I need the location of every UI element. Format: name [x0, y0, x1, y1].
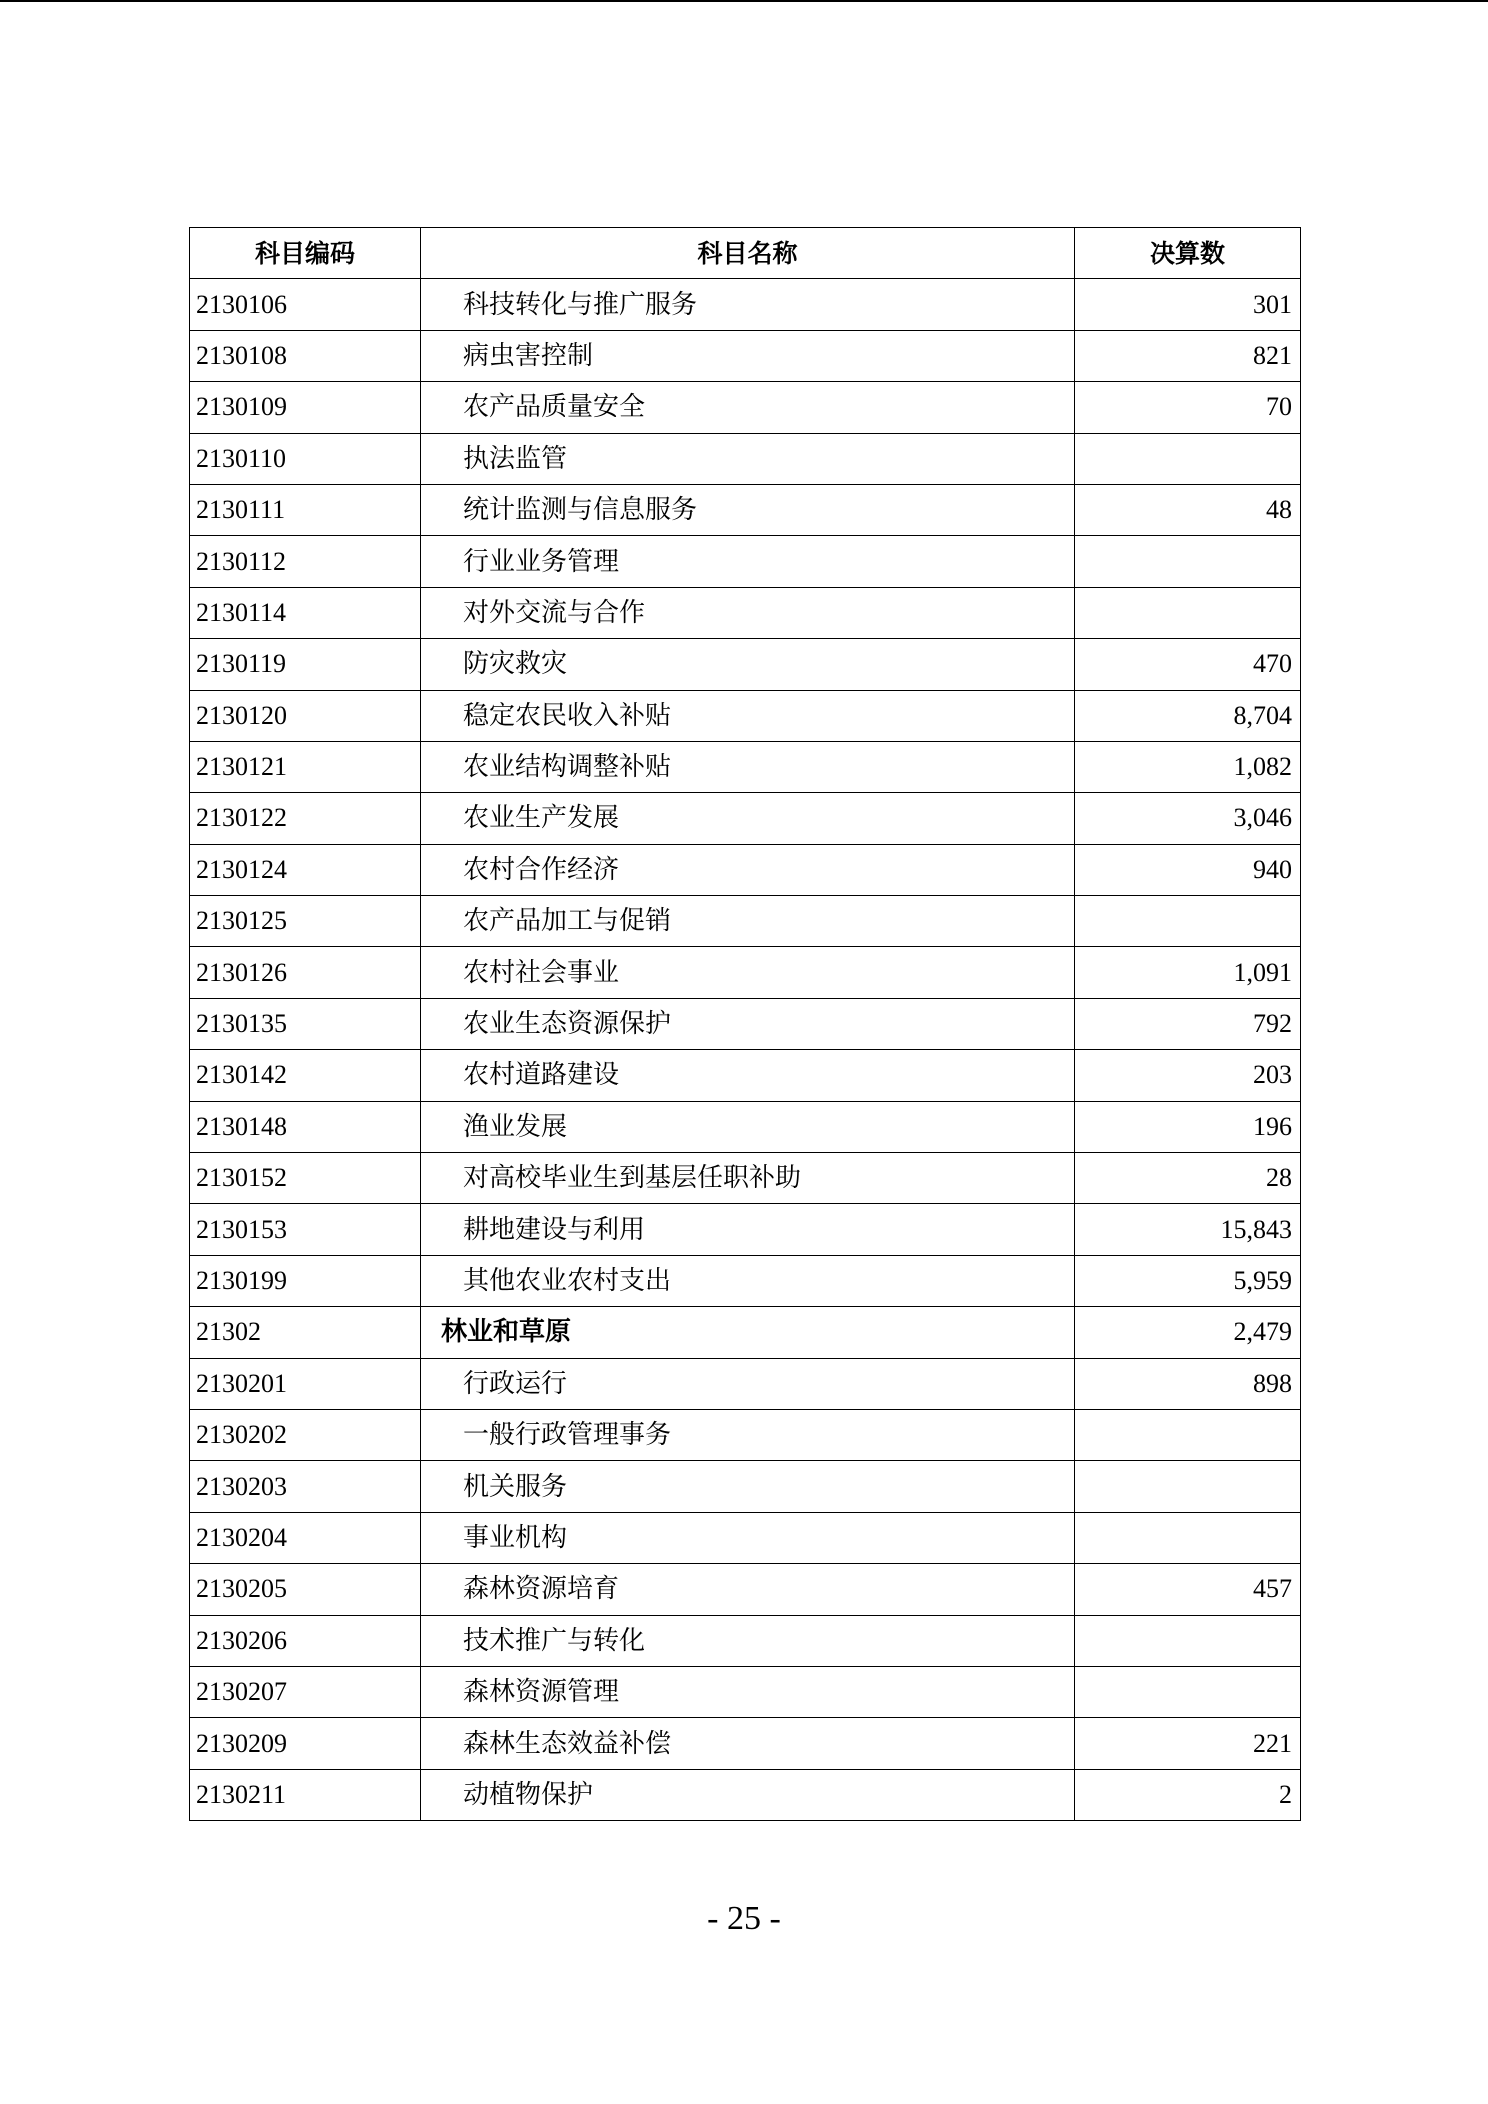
table-row: [190, 587, 1301, 638]
table-row: [190, 998, 1301, 1049]
row-name: 农业生态资源保护: [421, 998, 1075, 1049]
row-name: 事业机构: [421, 1512, 1075, 1563]
table-row: [190, 947, 1301, 998]
row-name: 农业结构调整补贴: [421, 741, 1075, 792]
row-amount: 301: [1075, 279, 1301, 330]
header-amount: 决算数: [1075, 228, 1301, 279]
row-amount: [1075, 1666, 1301, 1717]
row-amount: [1075, 433, 1301, 484]
row-code: 2130202: [190, 1409, 421, 1460]
row-code: 2130152: [190, 1153, 421, 1204]
row-name: 稳定农民收入补贴: [421, 690, 1075, 741]
row-amount: 470: [1075, 639, 1301, 690]
row-code: 2130203: [190, 1461, 421, 1512]
table-row: [190, 1204, 1301, 1255]
row-name: 林业和草原: [421, 1307, 1075, 1358]
row-name: 对外交流与合作: [421, 587, 1075, 638]
row-name: 病虫害控制: [421, 330, 1075, 381]
budget-table: [189, 227, 1301, 1821]
row-amount: [1075, 536, 1301, 587]
row-amount: 898: [1075, 1358, 1301, 1409]
row-amount: 1,082: [1075, 741, 1301, 792]
table-row: [190, 793, 1301, 844]
table-row: [190, 1666, 1301, 1717]
row-code: 2130199: [190, 1255, 421, 1306]
row-name: 农村社会事业: [421, 947, 1075, 998]
row-code: 2130207: [190, 1666, 421, 1717]
row-code: 2130204: [190, 1512, 421, 1563]
row-amount: 48: [1075, 484, 1301, 535]
row-amount: 457: [1075, 1564, 1301, 1615]
table-row: [190, 741, 1301, 792]
row-name: 森林生态效益补偿: [421, 1718, 1075, 1769]
row-name: 一般行政管理事务: [421, 1409, 1075, 1460]
row-code: 2130206: [190, 1615, 421, 1666]
table-row: [190, 382, 1301, 433]
table-row: [190, 330, 1301, 381]
row-name: 农业生产发展: [421, 793, 1075, 844]
row-amount: 203: [1075, 1050, 1301, 1101]
row-amount: 196: [1075, 1101, 1301, 1152]
row-code: 2130122: [190, 793, 421, 844]
row-name: 渔业发展: [421, 1101, 1075, 1152]
table-row: [190, 1769, 1301, 1820]
row-amount: [1075, 896, 1301, 947]
row-code: 2130106: [190, 279, 421, 330]
row-name: 行业业务管理: [421, 536, 1075, 587]
row-code: 2130142: [190, 1050, 421, 1101]
row-code: 2130119: [190, 639, 421, 690]
row-amount: 2,479: [1075, 1307, 1301, 1358]
row-code: 2130121: [190, 741, 421, 792]
row-amount: 70: [1075, 382, 1301, 433]
table-row: [190, 896, 1301, 947]
row-name: 技术推广与转化: [421, 1615, 1075, 1666]
row-code: 2130114: [190, 587, 421, 638]
row-name: 对高校毕业生到基层任职补助: [421, 1153, 1075, 1204]
row-code: 2130201: [190, 1358, 421, 1409]
table-row: [190, 639, 1301, 690]
row-name: 森林资源培育: [421, 1564, 1075, 1615]
row-amount: [1075, 1615, 1301, 1666]
table-row: [190, 1307, 1301, 1358]
row-amount: [1075, 1512, 1301, 1563]
table-header-row: [190, 228, 1301, 279]
table-row: [190, 1101, 1301, 1152]
row-name: 防灾救灾: [421, 639, 1075, 690]
row-name: 农产品加工与促销: [421, 896, 1075, 947]
row-name: 行政运行: [421, 1358, 1075, 1409]
row-amount: 2: [1075, 1769, 1301, 1820]
row-amount: 3,046: [1075, 793, 1301, 844]
row-code: 2130112: [190, 536, 421, 587]
row-name: 科技转化与推广服务: [421, 279, 1075, 330]
table-row: [190, 1461, 1301, 1512]
row-code: 2130108: [190, 330, 421, 381]
row-amount: 28: [1075, 1153, 1301, 1204]
row-amount: 8,704: [1075, 690, 1301, 741]
row-name: 其他农业农村支出: [421, 1255, 1075, 1306]
row-code: 2130211: [190, 1769, 421, 1820]
table-row: [190, 536, 1301, 587]
row-amount: 792: [1075, 998, 1301, 1049]
row-code: 2130120: [190, 690, 421, 741]
table-row: [190, 690, 1301, 741]
row-name: 执法监管: [421, 433, 1075, 484]
row-code: 2130135: [190, 998, 421, 1049]
row-amount: 5,959: [1075, 1255, 1301, 1306]
table-row: [190, 1512, 1301, 1563]
table-row: [190, 844, 1301, 895]
row-amount: [1075, 1461, 1301, 1512]
table-body: [190, 279, 1301, 1821]
table-row: [190, 279, 1301, 330]
row-amount: 15,843: [1075, 1204, 1301, 1255]
table-row: [190, 1409, 1301, 1460]
row-amount: 1,091: [1075, 947, 1301, 998]
header-code: 科目编码: [190, 228, 421, 279]
header-name: 科目名称: [421, 228, 1075, 279]
row-name: 农产品质量安全: [421, 382, 1075, 433]
row-code: 2130125: [190, 896, 421, 947]
row-code: 2130153: [190, 1204, 421, 1255]
row-amount: [1075, 1409, 1301, 1460]
row-code: 21302: [190, 1307, 421, 1358]
row-name: 动植物保护: [421, 1769, 1075, 1820]
row-name: 农村道路建设: [421, 1050, 1075, 1101]
row-code: 2130205: [190, 1564, 421, 1615]
table-row: [190, 484, 1301, 535]
row-name: 机关服务: [421, 1461, 1075, 1512]
table-row: [190, 1615, 1301, 1666]
table-row: [190, 1564, 1301, 1615]
row-code: 2130209: [190, 1718, 421, 1769]
row-name: 统计监测与信息服务: [421, 484, 1075, 535]
row-code: 2130111: [190, 484, 421, 535]
row-name: 农村合作经济: [421, 844, 1075, 895]
row-amount: 821: [1075, 330, 1301, 381]
table-row: [190, 1153, 1301, 1204]
top-border-line: [0, 0, 1488, 2]
table-row: [190, 1050, 1301, 1101]
row-amount: 221: [1075, 1718, 1301, 1769]
row-amount: 940: [1075, 844, 1301, 895]
row-code: 2130126: [190, 947, 421, 998]
page-number: - 25 -: [707, 1900, 781, 1937]
row-code: 2130148: [190, 1101, 421, 1152]
table-row: [190, 1255, 1301, 1306]
table-row: [190, 1358, 1301, 1409]
row-code: 2130109: [190, 382, 421, 433]
row-name: 森林资源管理: [421, 1666, 1075, 1717]
table-row: [190, 433, 1301, 484]
row-code: 2130124: [190, 844, 421, 895]
row-amount: [1075, 587, 1301, 638]
table-row: [190, 1718, 1301, 1769]
row-code: 2130110: [190, 433, 421, 484]
row-name: 耕地建设与利用: [421, 1204, 1075, 1255]
